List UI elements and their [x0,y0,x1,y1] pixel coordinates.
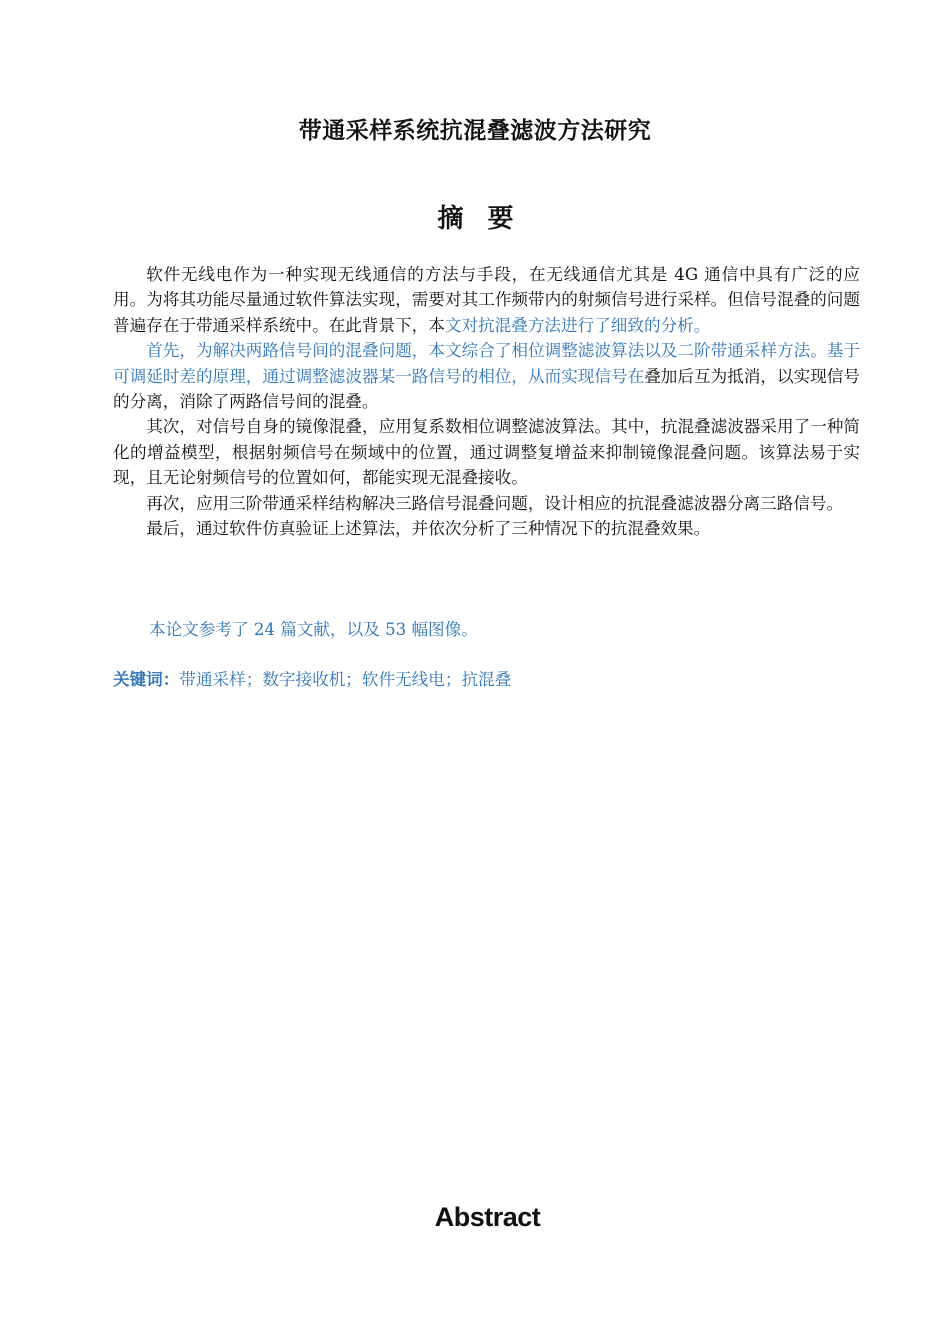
paragraph-2-text: 叠加后互为抵消，以实现信号的分离，消除了两路信号间的混叠。 [113,366,860,412]
abstract-heading: 摘要 [437,204,538,234]
paragraph-4: 再次，应用三阶带通采样结构解决三路信号混叠问题，设计相应的抗混叠滤波器分离三路信号。 [146,493,844,513]
paragraph-5: 最后，通过软件仿真验证上述算法，并依次分析了三种情况下的抗混叠效果。 [146,519,711,539]
english-abstract-heading: Abstract [434,1202,541,1232]
paragraph-2 [113,338,860,414]
paragraph-1-highlight: 文对抗混叠方法进行了细致的分析。 [444,315,711,335]
paragraph-1-text: 软件无线电作为一种实现无线通信的方法与手段，在无线通信尤其是 4G 通信中具有广泛的应用。为将其功能尽量通过软件算法实现，需要对其工作频带内的射频信号进行采样。但信号混叠的问题普遍存在于带通采样系统中。在此背景下，本 [113,265,860,335]
keywords-label: 关键词： [113,670,180,689]
references-note: 本论文参考了 24 篇文献，以及 53 幅图像。 [149,620,478,639]
paragraph-1 [113,262,860,338]
abstract-body [113,262,860,541]
keywords-line [113,666,511,690]
paragraph-2-highlight: 首先，为解决两路信号间的混叠问题，本文综合了相位调整滤波算法以及二阶带通采样方法。基于可调延时差的原理，通过调整滤波器某一路信号的相位，从而实现信号在 [113,341,860,386]
keywords-values: 带通采样；数字接收机；软件无线电；抗混叠 [179,670,512,689]
paragraph-3: 其次，对信号自身的镜像混叠，应用复系数相位调整滤波算法。其中，抗混叠滤波器采用了一种简化的增益模型，根据射频信号在频域中的位置，通过调整复增益来抑制镜像混叠问题。该算法易于实现，且无论射频信号的位置如何，都能实现无混叠接收。 [113,417,860,488]
page-title: 带通采样系统抗混叠滤波方法研究 [298,118,652,144]
